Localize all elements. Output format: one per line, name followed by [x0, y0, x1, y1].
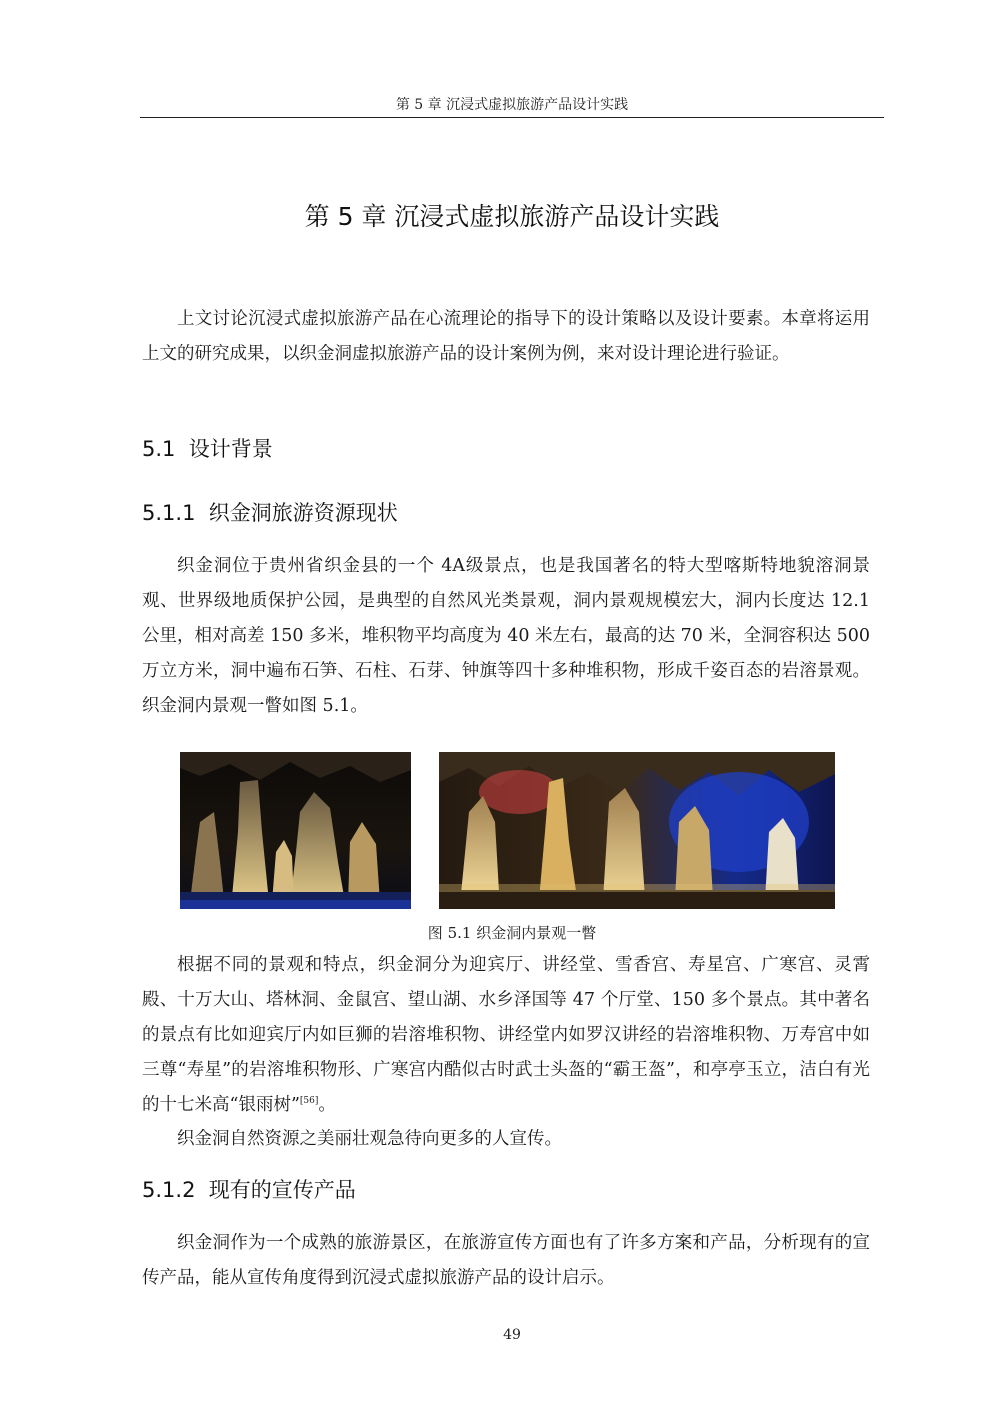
running-header: 第 5 章 沉浸式虚拟旅游产品设计实践 [395, 97, 629, 113]
cave-photo-left [180, 752, 411, 909]
section-title: 现有的宣传产品 [208, 1178, 356, 1202]
header-rule [140, 117, 884, 118]
body-paragraph-existing-products: 织金洞作为一个成熟的旅游景区，在旅游宣传方面也有了许多方案和产品，分析现有的宣传产品，能从宣传角度得到沉浸式虚拟旅游产品的设计启示。 [142, 1233, 870, 1288]
paragraph-text: 根据不同的景观和特点，织金洞分为迎宾厅、讲经堂、雪香宫、寿星宫、广寒宫、灵霄殿、十万大山、塔林洞、金鼠宫、望山湖、水乡泽国等 47 个厅堂、150 多个景点。其中著名的景点有比如迎宾厅内如巨狮的岩溶堆积物、讲经堂内如罗汉讲经的岩溶堆积物、万寿宫中如三尊“寿星”的岩溶堆积物形、广寒宫内酷似古时武士头盔的“霸王盔”，和亭亭玉立，洁白有光的十七米高“银雨树” [142, 955, 870, 1115]
section-number: 5.1.2 [142, 1178, 196, 1202]
section-number: 5.1.1 [142, 501, 196, 525]
section-5-1-2-heading [142, 1175, 870, 1205]
body-paragraph-cave-overview: 织金洞位于贵州省织金县的一个 4A级景点，也是我国著名的特大型喀斯特地貌溶洞景观、世界级地质保护公园，是典型的自然风光类景观，洞内景观规模宏大，洞内长度达 12.1 公里，相对高差 150 多米，堆积物平均高度为 40 米左右，最高的达 70 米，全洞容积达 500 万立方米，洞中遍布石笋、石柱、石芽、钟旗等四十多种堆积物，形成千姿百态的岩溶景观。织金洞内景观一瞥如图 5.1。 [142, 556, 870, 716]
chapter-title: 第 5 章 沉浸式虚拟旅游产品设计实践 [304, 202, 720, 231]
section-number: 5.1 [142, 437, 176, 461]
page-number: 49 [503, 1327, 521, 1343]
section-title: 织金洞旅游资源现状 [208, 501, 398, 525]
section-5-1-1-heading [142, 498, 870, 528]
citation-reference[interactable]: [56] [299, 1096, 319, 1107]
cave-photo-right [439, 752, 835, 909]
section-5-1-heading [142, 434, 870, 464]
figure-caption: 图 5.1 织金洞内景观一瞥 [427, 924, 597, 942]
body-paragraph-cave-halls [142, 948, 870, 1123]
body-paragraph-promotion: 织金洞自然资源之美丽壮观急待向更多的人宣传。 [177, 1129, 562, 1149]
section-title: 设计背景 [188, 437, 273, 461]
intro-paragraph: 上文讨论沉浸式虚拟旅游产品在心流理论的指导下的设计策略以及设计要素。本章将运用上文的研究成果，以织金洞虚拟旅游产品的设计案例为例，来对设计理论进行验证。 [142, 309, 870, 364]
paragraph-text-end: 。 [318, 1095, 336, 1115]
